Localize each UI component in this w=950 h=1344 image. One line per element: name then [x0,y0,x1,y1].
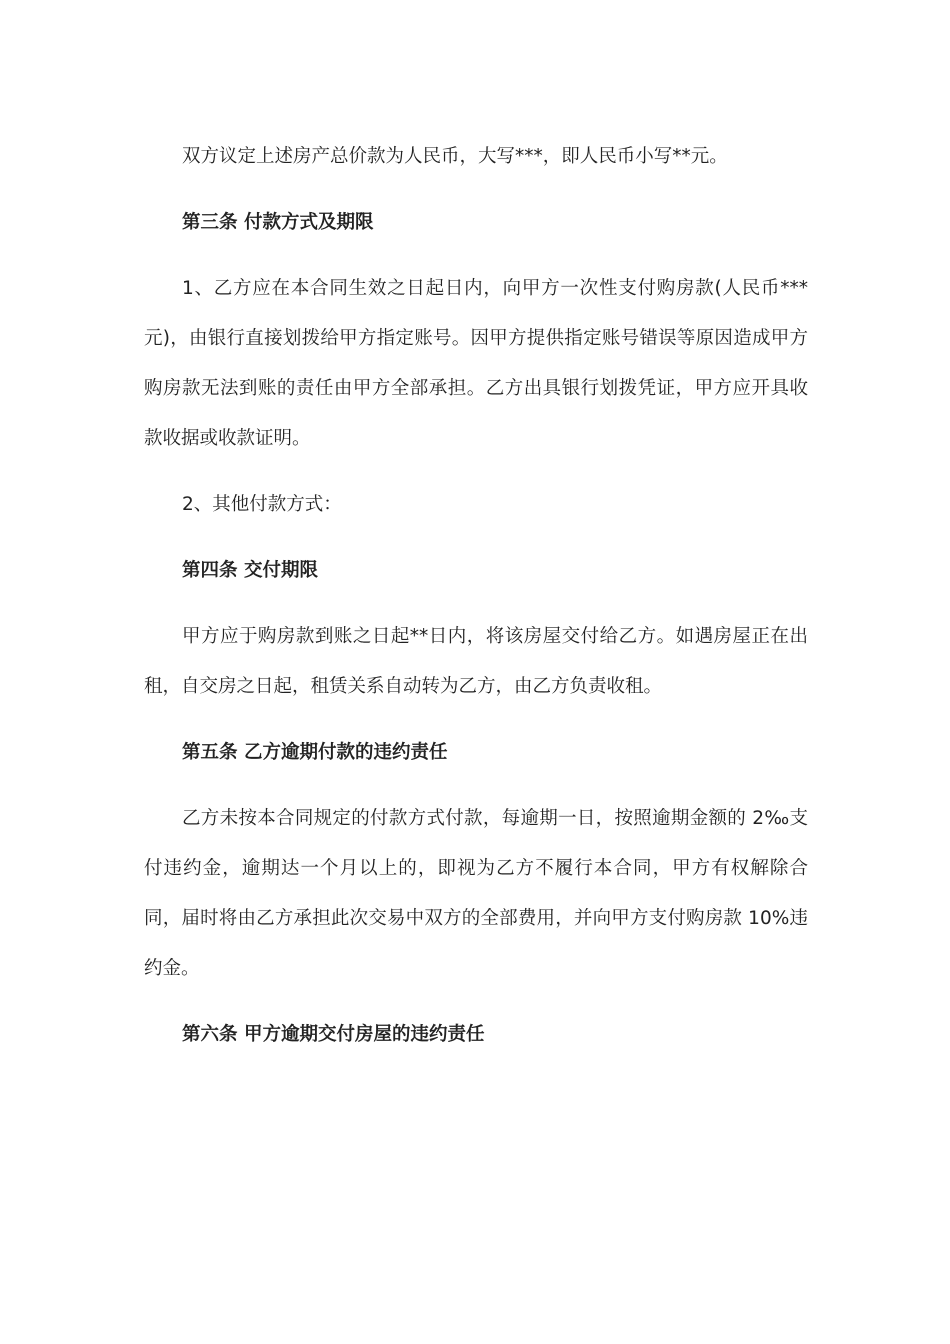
paragraph-delivery: 甲方应于购房款到账之日起**日内，将该房屋交付给乙方。如遇房屋正在出租，自交房之日起，租赁关系自动转为乙方，由乙方负责收租。 [144,626,808,697]
article-6-heading: 第六条 甲方逾期交付房屋的违约责任 [182,1024,485,1045]
paragraph-total-price: 双方议定上述房产总价款为人民币，大写***，即人民币小写**元。 [182,146,728,167]
spacer [144,182,808,198]
spacer [144,994,808,1010]
article-5-heading: 第五条 乙方逾期付款的违约责任 [182,742,448,763]
spacer [144,712,808,728]
spacer [144,778,808,794]
spacer [144,596,808,612]
spacer [144,248,808,264]
article-3-heading: 第三条 付款方式及期限 [182,212,374,233]
paragraph-buyer-late-payment: 乙方未按本合同规定的付款方式付款，每逾期一日，按照逾期金额的 2‰支付违约金，逾期达一个月以上的，即视为乙方不履行本合同，甲方有权解除合同，届时将由乙方承担此次交易中双方的全部费用，并向甲方支付购房款 10%违约金。 [144,808,808,979]
document-body [144,132,808,1060]
spacer [144,530,808,546]
article-4-heading: 第四条 交付期限 [182,560,318,581]
paragraph-payment-1: 1、乙方应在本合同生效之日起日内，向甲方一次性支付购房款(人民币***元)，由银行直接划拨给甲方指定账号。因甲方提供指定账号错误等原因造成甲方购房款无法到账的责任由甲方全部承担。乙方出具银行划拨凭证，甲方应开具收款收据或收款证明。 [144,278,808,449]
paragraph-payment-2: 2、其他付款方式： [182,494,342,515]
spacer [144,464,808,480]
